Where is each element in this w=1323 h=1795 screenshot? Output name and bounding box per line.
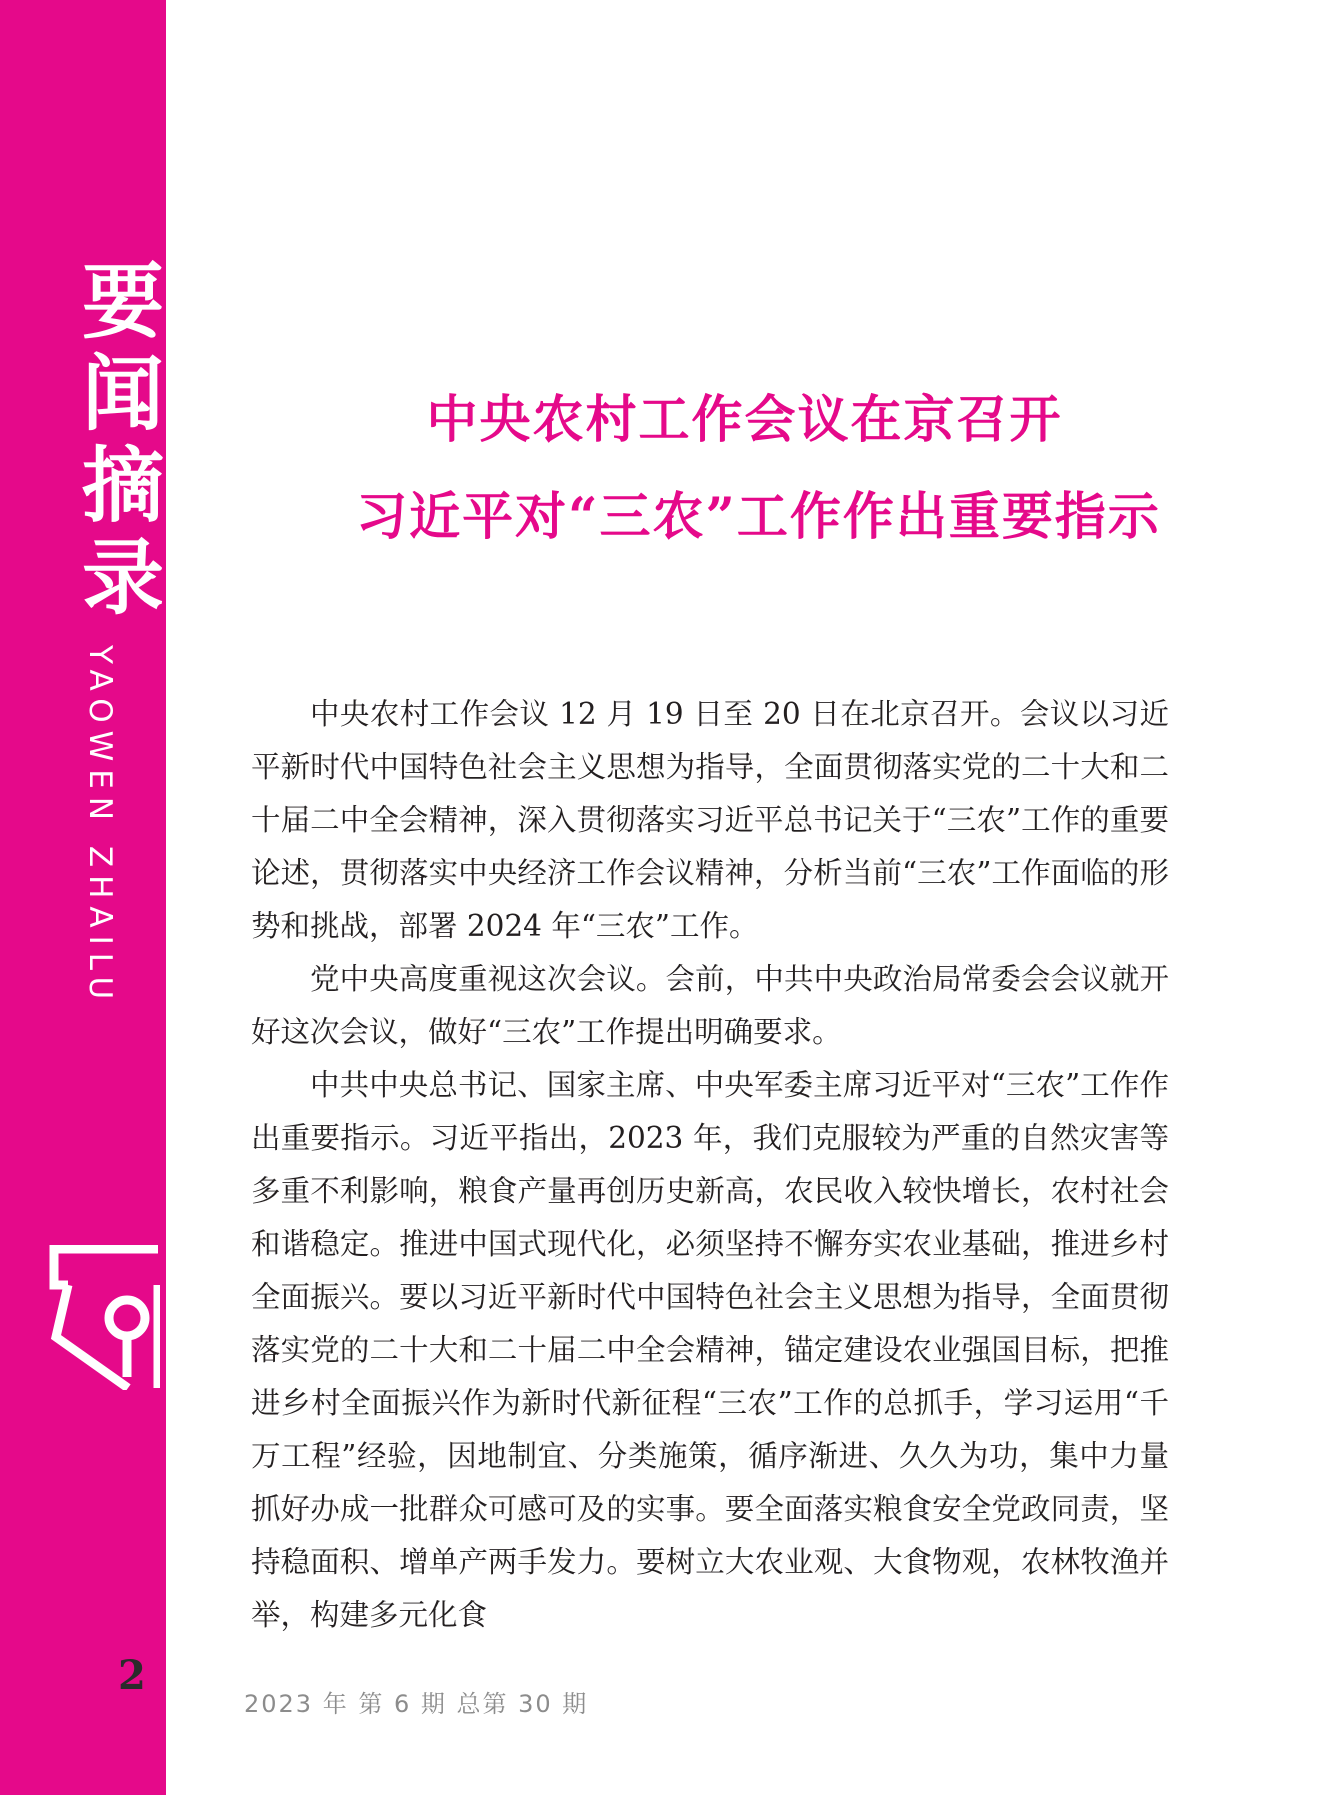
fountain-pen-nib-icon [48, 1245, 160, 1390]
section-title-pinyin: YAOWEN ZHAILU [82, 645, 118, 1008]
article-paragraph: 中共中央总书记、国家主席、中央军委主席习近平对“三农”工作作出重要指示。习近平指出，2023 年，我们克服较为严重的自然灾害等多重不利影响，粮食产量再创历史新高，农民收入较快增长，农村社会和谐稳定。推进中国式现代化，必须坚持不懈夯实农业基础，推进乡村全面振兴。要以习近平新时代中国特色社会主义思想为指导，全面贯彻落实党的二十大和二十届二中全会精神，锚定建设农业强国目标，把推进乡村全面振兴作为新时代新征程“三农”工作的总抓手，学习运用“千万工程”经验，因地制宜、分类施策，循序渐进、久久为功，集中力量抓好办成一批群众可感可及的实事。要全面落实粮食安全党政同责，坚持稳面积、增单产两手发力。要树立大农业观、大食物观，农林牧渔并举，构建多元化食 [251, 1068, 1169, 1632]
headline-line-1: 中央农村工作会议在京召开 [426, 390, 1063, 450]
article-paragraph: 中央农村工作会议 12 月 19 日至 20 日在北京召开。会议以习近平新时代中国特色社会主义思想为指导，全面贯彻落实党的二十大和二十届二中全会精神，深入贯彻落实习近平总书记关于“三农”工作的重要论述，贯彻落实中央经济工作会议精神，分析当前“三农”工作面临的形势和挑战，部署 2024 年“三农”工作。 [251, 697, 1169, 943]
page-number: 2 [118, 1652, 146, 1699]
article-body [251, 688, 1169, 1642]
section-title-char: 要 [82, 254, 165, 350]
issue-info: 2023 年 第 6 期 总第 30 期 [244, 1690, 589, 1718]
section-title-cn [82, 254, 165, 626]
section-title-char: 闻 [82, 346, 165, 442]
section-title-char: 摘 [82, 438, 165, 534]
article-paragraph: 党中央高度重视这次会议。会前，中共中央政治局常委会会议就开好这次会议，做好“三农”工作提出明确要求。 [251, 962, 1169, 1049]
section-title-char: 录 [82, 530, 165, 626]
headline-line-2: 习近平对“三农”工作作出重要指示 [356, 487, 1161, 547]
